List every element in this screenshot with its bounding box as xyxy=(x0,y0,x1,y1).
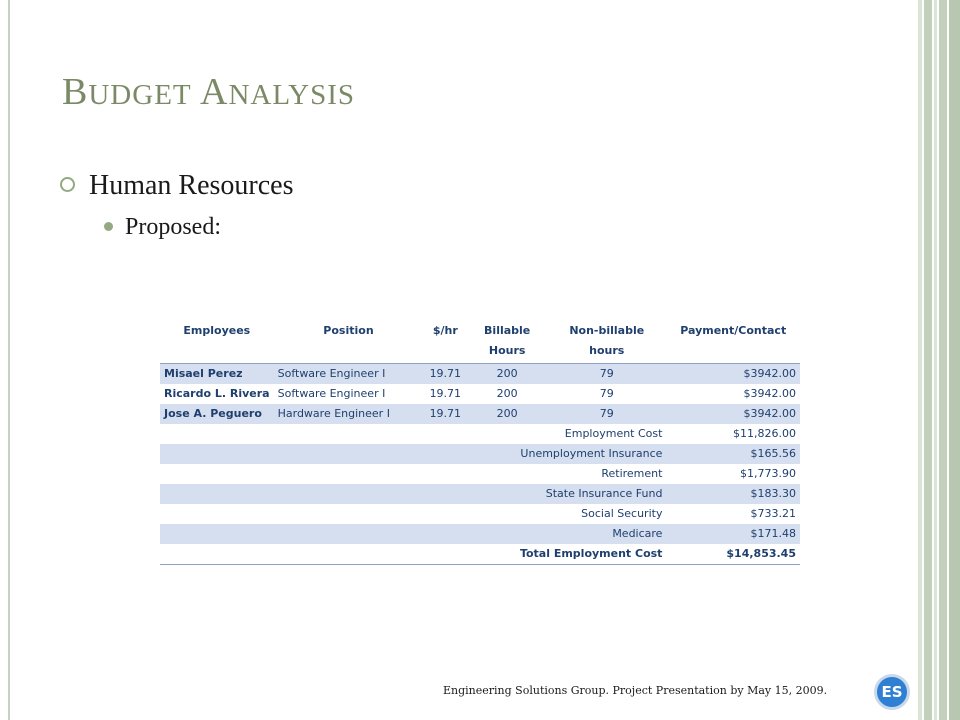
employee-rate: 19.71 xyxy=(429,387,462,400)
summary-value: $171.48 xyxy=(666,524,800,544)
summary-row xyxy=(160,484,800,504)
summary-label: Unemployment Insurance xyxy=(160,444,666,464)
employee-payment: $3942.00 xyxy=(743,387,796,400)
left-frame-rule xyxy=(8,0,10,720)
header-billable-hours: Billable Hours xyxy=(467,319,547,364)
employee-name: Ricardo L. Rivera xyxy=(164,387,270,400)
summary-value: $1,773.90 xyxy=(740,467,796,480)
employee-nonbillable: 79 xyxy=(547,364,666,385)
header-rate: $/hr xyxy=(423,319,467,364)
employee-position: Hardware Engineer I xyxy=(274,404,424,424)
summary-value: $165.56 xyxy=(666,444,800,464)
header-nonbillable-hours: Non-billable hours xyxy=(547,319,666,364)
summary-label: Social Security xyxy=(581,507,663,520)
table-row xyxy=(160,404,800,424)
header-position: Position xyxy=(274,319,424,364)
dot-bullet-icon xyxy=(104,222,113,231)
employee-rate: 19.71 xyxy=(423,404,467,424)
budget-table xyxy=(160,319,800,565)
summary-value: $183.30 xyxy=(666,484,800,504)
summary-label: Employment Cost xyxy=(564,427,663,440)
slide-title: BUDGET ANALYSIS xyxy=(62,71,356,113)
bullet-proposed xyxy=(104,214,221,241)
summary-value: $11,826.00 xyxy=(733,427,796,440)
table-row xyxy=(160,364,800,385)
employee-name: Jose A. Peguero xyxy=(160,404,274,424)
employee-position: Software Engineer I xyxy=(277,387,386,400)
right-frame-bars xyxy=(918,0,960,720)
bullet-text: Proposed: xyxy=(125,214,221,240)
summary-row xyxy=(160,444,800,464)
total-row xyxy=(160,544,800,565)
employee-name: Misael Perez xyxy=(160,364,274,385)
es-logo-icon: ES xyxy=(874,674,910,710)
total-label: Total Employment Cost xyxy=(160,544,666,565)
total-value: $14,853.45 xyxy=(666,544,800,565)
employee-billable: 200 xyxy=(467,364,547,385)
employee-nonbillable: 79 xyxy=(599,387,614,400)
summary-label: Medicare xyxy=(160,524,666,544)
employee-payment: $3942.00 xyxy=(666,364,800,385)
employee-position: Software Engineer I xyxy=(274,364,424,385)
header-employees: Employees xyxy=(160,319,274,364)
employee-billable: 200 xyxy=(467,404,547,424)
footer-text: Engineering Solutions Group. Project Presentation by May 15, 2009. xyxy=(443,684,828,697)
employee-rate: 19.71 xyxy=(423,364,467,385)
bullet-text: Human Resources xyxy=(89,170,294,201)
summary-value: $733.21 xyxy=(750,507,796,520)
summary-row xyxy=(160,464,800,484)
summary-label: Retirement xyxy=(601,467,663,480)
summary-label: State Insurance Fund xyxy=(160,484,666,504)
summary-row xyxy=(160,504,800,524)
table-row xyxy=(160,384,800,404)
bullet-human-resources xyxy=(60,170,294,202)
employee-billable: 200 xyxy=(496,387,518,400)
employee-nonbillable: 79 xyxy=(547,404,666,424)
employee-payment: $3942.00 xyxy=(666,404,800,424)
ring-bullet-icon xyxy=(60,177,75,192)
summary-row xyxy=(160,424,800,444)
table-header-row xyxy=(160,319,800,364)
summary-row xyxy=(160,524,800,544)
header-payment: Payment/Contact xyxy=(666,319,800,364)
